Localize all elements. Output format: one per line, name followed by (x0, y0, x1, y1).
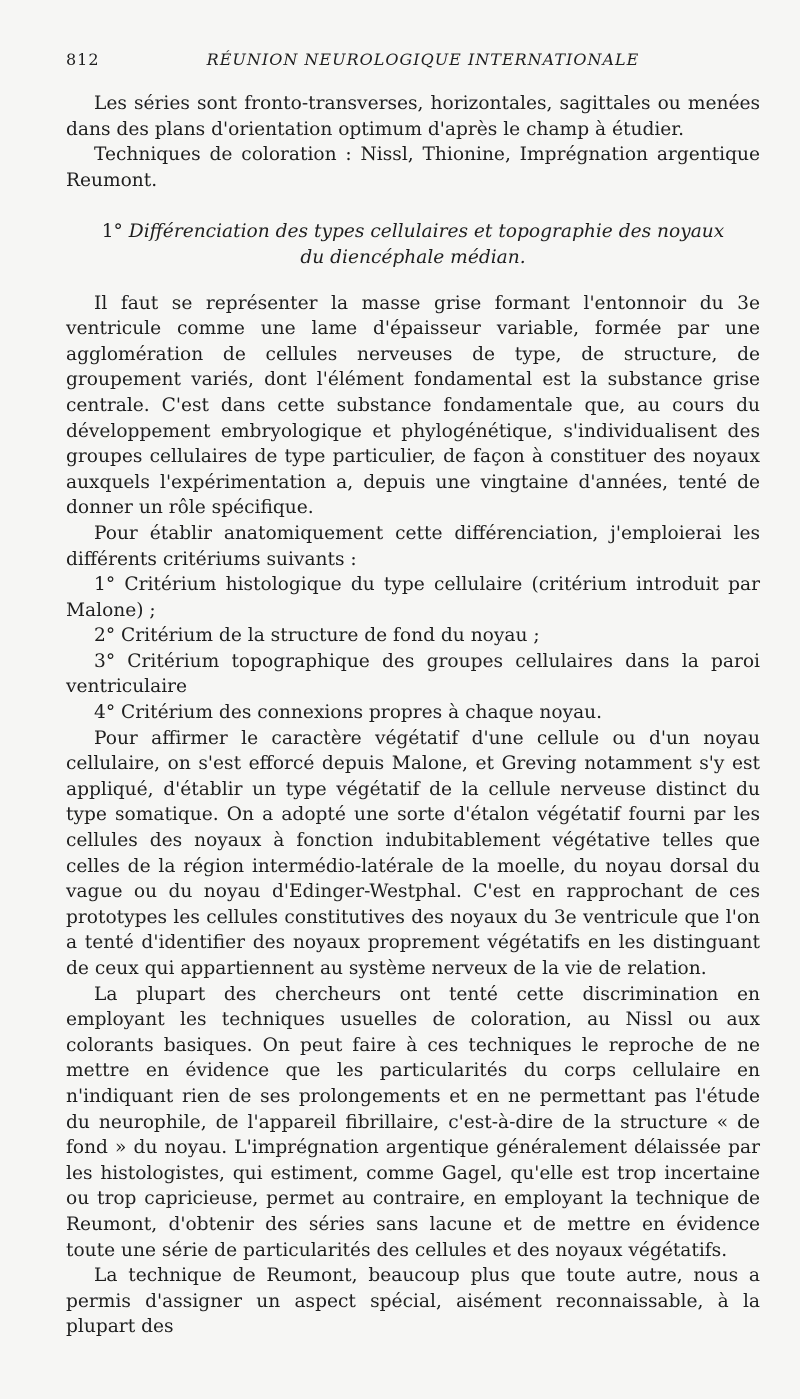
body-paragraph: La technique de Reumont, beaucoup plus que toute autre, nous a permis d'assigner un aspect spécial, aisément reconnaissable, à la plupart des (66, 1265, 760, 1338)
section-title-line-2: du diencéphale médian. (300, 246, 526, 268)
intro-paragraph-1: Les séries sont fronto-transverses, horizontales, sagittales ou menées dans des plans d'orientation optimum d'après le champ à étudier. (66, 93, 760, 140)
page-header (66, 50, 760, 69)
body-paragraph: Pour affirmer le caractère végétatif d'une cellule ou d'un noyau cellulaire, on s'est efforcé depuis Malone, et Greving notamment s'y est appliqué, d'établir un type végétatif de la cellule nerveuse distinct du type somatique. On a adopté une sorte d'étalon végétatif fourni par les cellules des noyaux à fonction indubitablement végétative telles que celles de la région intermédio-latérale de la moelle, du noyau dorsal du vague ou du noyau d'Edinger-Westphal. C'est en rapprochant de ces prototypes les cellules constitutives des noyaux du 3e ventricule que l'on a tenté d'identifier des noyaux proprement végétatifs en les distinguant de ceux qui appartiennent au système nerveux de la vie de relation. (66, 727, 760, 979)
criterion-item: 3° Critérium topographique des groupes cellulaires dans la paroi ventriculaire (66, 650, 760, 698)
running-title: RÉUNION NEUROLOGIQUE INTERNATIONALE (206, 50, 640, 69)
criterion-item: 1° Critérium histologique du type cellulaire (critérium introduit par Malone) ; (66, 574, 760, 621)
criterion-item: 2° Critérium de la structure de fond du noyau ; (94, 625, 540, 647)
section-title-line-1: Différenciation des types cellulaires et topographie des noyaux (128, 221, 725, 243)
section-number: 1° (101, 221, 123, 243)
section-heading (66, 219, 760, 270)
body-paragraph: Il faut se représenter la masse grise formant l'entonnoir du 3e ventricule comme une lame d'épaisseur variable, formée par une agglomération de cellules nerveuses de type, de structure, de groupement variés, dont l'élément fondamental est la substance grise centrale. C'est dans cette substance fondamentale que, au cours du développement embryologique et phylogénétique, s'individualisent des groupes cellulaires de type particulier, de façon à constituer des noyaux auxquels l'expérimentation a, depuis une vingtaine d'années, tenté de donner un rôle spécifique. (66, 292, 760, 519)
criterion-item: 4° Critérium des connexions propres à chaque noyau. (94, 702, 603, 724)
intro-paragraph-2: Techniques de coloration : Nissl, Thionine, Imprégnation argentique Reumont. (66, 144, 760, 191)
body-paragraph: La plupart des chercheurs ont tenté cette discrimination en employant les techniques usuelles de coloration, au Nissl ou aux colorants basiques. On peut faire à ces techniques le reproche de ne mettre en évidence que les particularités du corps cellulaire en n'indiquant rien de ses prolongements et en ne permettant pas l'étude du neurophile, de l'appareil fibrillaire, c'est-à-dire de la structure « de fond » du noyau. L'imprégnation argentique généralement délaissée par les histologistes, qui estiment, comme Gagel, qu'elle est trop incertaine ou trop capricieuse, permet au contraire, en employant la technique de Reumont, d'obtenir des séries sans lacune et de mettre en évidence toute une série de particularités des cellules et des noyaux végétatifs. (66, 983, 760, 1261)
body-paragraph: Pour établir anatomiquement cette différenciation, j'emploierai les différents critériums suivants : (66, 522, 760, 570)
page-number: 812 (66, 50, 100, 69)
